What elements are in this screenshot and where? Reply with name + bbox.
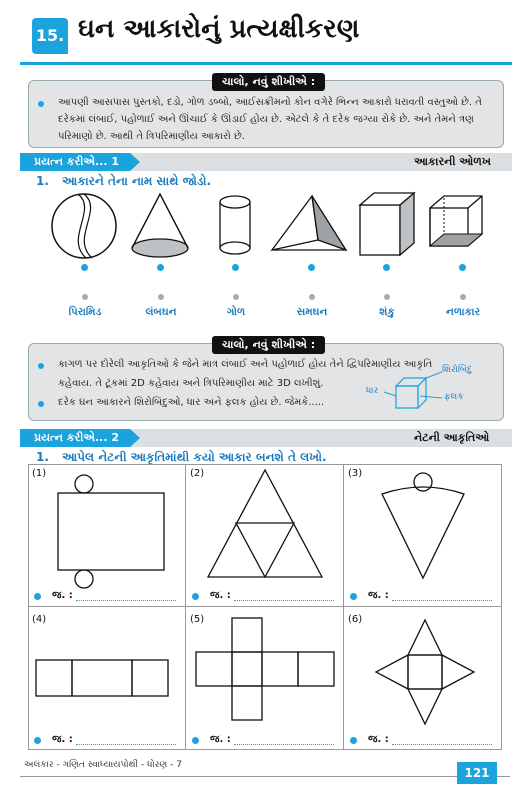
answer-label: જ. : [210, 590, 231, 601]
square-strip-net [36, 660, 168, 696]
answer-label: જ. : [52, 590, 73, 601]
shape-name-cube: સમઘન [296, 306, 328, 318]
square-pyramid-net [376, 620, 474, 724]
edge-label: ધાર [366, 386, 379, 396]
practice-2-tab: પ્રયત્ન કરીએ... 2 [20, 429, 130, 447]
answer-bullet [34, 737, 41, 744]
learn-box-2-title: ચાલો, નવું શીખીએ : [212, 336, 325, 354]
answer-label: જ. : [52, 734, 73, 745]
practice-2-topic: નેટની આકૃતિઓ [414, 431, 490, 444]
answer-field-6[interactable] [392, 744, 492, 745]
shape-name-pyramid: પિરામિડ [68, 306, 102, 318]
shape-name-cylinder: નળાકાર [446, 306, 480, 318]
answer-bullet [34, 593, 41, 600]
face-label: ફલક [444, 392, 464, 402]
learn-box-2-line-2: કહેવાય. તે ટૂંકમાં 2D કહેવાય અને ત્રિપરિમાણીય માટે 3D લખીશું. [58, 378, 324, 389]
answer-field-2[interactable] [234, 600, 334, 601]
shape-name-sphere: ગોળ [226, 306, 246, 318]
answer-label: જ. : [368, 590, 389, 601]
practice-1-topic: આકારની ઓળખ [414, 155, 491, 168]
cell-number: (3) [348, 468, 363, 479]
answer-field-4[interactable] [76, 744, 176, 745]
answer-field-5[interactable] [234, 744, 334, 745]
chapter-title: ઘન આકારોનું પ્રત્યક્ષીકરણ [78, 14, 360, 44]
cell-number: (5) [190, 614, 205, 625]
cylinder-net [58, 475, 164, 588]
cell-number: (6) [348, 614, 363, 625]
answer-bullet [192, 593, 199, 600]
page-number: 121 [457, 762, 497, 784]
shape-name-cone: શંકુ [379, 306, 395, 318]
cuboid-net [196, 618, 334, 720]
pyramid-net [208, 470, 322, 577]
learn-box-2-line-3: દરેક ઘન આકારને શિરોબિંદુઓ, ધાર અને ફલક હોય છે. જેમકે..... [58, 397, 325, 408]
answer-label: જ. : [368, 734, 389, 745]
answer-label: જ. : [210, 734, 231, 745]
cell-number: (4) [32, 614, 47, 625]
cell-number: (1) [32, 468, 47, 479]
vertex-label: શિરોબિંદુ [442, 365, 473, 375]
learn-box-2-line-1: કાગળ પર દોરેલી આકૃતિઓ કે જેને માત્ર લંબાઈ અને પહોળાઈ હોય તેને દ્વિપરિમાણીય આકૃતિ [58, 359, 433, 370]
question-text: આપેલ નેટની આકૃતિમાંથી કયો આકાર બનશે તે લખો. [62, 450, 327, 464]
answer-field-3[interactable] [392, 600, 492, 601]
shape-name-cuboid: લંબઘન [145, 306, 177, 318]
question-number: 1. [36, 174, 49, 188]
practice-1-tab: પ્રયત્ન કરીએ... 1 [20, 153, 130, 171]
cone-net [382, 473, 464, 578]
footer-text: અલંકાર - ગણિત સ્વાધ્યાયપોથી - ધોરણ - 7 [24, 760, 182, 770]
question-number: 1. [36, 450, 49, 464]
answer-bullet [350, 593, 357, 600]
chapter-number: 15. [32, 18, 68, 54]
answer-bullet [350, 737, 357, 744]
answer-field-1[interactable] [76, 600, 176, 601]
cell-number: (2) [190, 468, 205, 479]
learn-box-1-text: આપણી આસપાસ પુસ્તકો, દડો, ગોળ ડબ્બો, આઈસક્રીમનો કોન વગેરે ભિન્ન આકારો ધરાવતી વસ્તુઓ છે. તે દરેકમાં લંબાઈ, પહોળાઈ અને ઊંચાઈ કે ઊંડાઈ હોય છે. એટલે કે તે દરેક જગ્યા રોકે છે. અને તેમને ત્રણ પરિમાણો છે. આથી તે ત્રિપરિમાણીય આકારો છે. [58, 97, 482, 142]
answer-bullet [192, 737, 199, 744]
learn-box-1-title: ચાલો, નવું શીખીએ : [212, 73, 325, 91]
question-text: આકારને તેના નામ સાથે જોડો. [62, 174, 212, 188]
footer-rule [20, 776, 510, 777]
